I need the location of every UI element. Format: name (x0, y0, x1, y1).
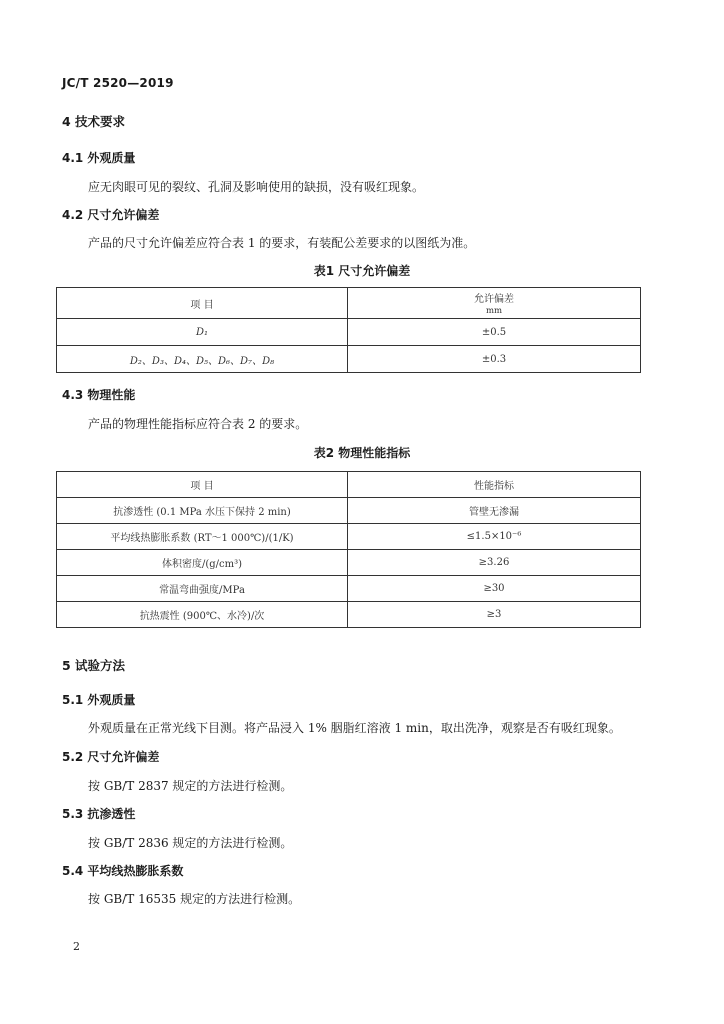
table-2-cell-item: 平均线热膨胀系数 (RT～1 000℃)/(1/K) (57, 524, 348, 550)
table-2-header-row (57, 472, 641, 498)
table-1-header-value-label: 允许偏差 (474, 294, 514, 305)
section-4-2-text: 产品的尺寸允许偏差应符合表 1 的要求，有装配公差要求的以图纸为准。 (88, 236, 476, 250)
table-1-cell-item: D₂、D₃、D₄、D₅、D₆、D₇、D₈ (57, 346, 348, 373)
section-5-2-text: 按 GB/T 2837 规定的方法进行检测。 (88, 779, 293, 793)
page-number: 2 (73, 940, 80, 953)
table-1 (56, 287, 641, 373)
table-2-cell-item: 体积密度/(g/cm³) (57, 550, 348, 576)
table-1-cell-value: ±0.5 (348, 319, 641, 346)
section-4-heading: 4 技术要求 (62, 114, 126, 129)
table-1-header-row (57, 288, 641, 319)
section-5-4-text: 按 GB/T 16535 规定的方法进行检测。 (88, 892, 301, 906)
table-row (57, 602, 641, 628)
table-1-caption: 表1 尺寸允许偏差 (313, 264, 411, 278)
table-2-cell-item: 抗渗透性 (0.1 MPa 水压下保持 2 min) (57, 498, 348, 524)
section-5-3-heading: 5.3 抗渗透性 (62, 807, 136, 821)
section-4-1-heading: 4.1 外观质量 (62, 151, 136, 165)
table-row (57, 576, 641, 602)
table-2-cell-value: ≥30 (348, 576, 641, 602)
section-4-3-heading: 4.3 物理性能 (62, 388, 136, 402)
table-2-header-item: 项 目 (57, 472, 348, 498)
section-5-1-text: 外观质量在正常光线下目测。将产品浸入 1% 胭脂红溶液 1 min，取出洗净，观察是否有吸红现象。 (88, 721, 621, 735)
section-4-1-text: 应无肉眼可见的裂纹、孔洞及影响使用的缺损，没有吸红现象。 (88, 180, 425, 194)
table-1-header-unit: mm (485, 306, 503, 316)
section-5-3-text: 按 GB/T 2836 规定的方法进行检测。 (88, 836, 293, 850)
table-row (57, 346, 641, 373)
table-2-cell-value: ≤1.5×10⁻⁶ (348, 524, 641, 550)
table-2-caption: 表2 物理性能指标 (313, 446, 411, 460)
table-row (57, 319, 641, 346)
table-2-header-value: 性能指标 (348, 472, 641, 498)
standard-code: JC/T 2520—2019 (62, 76, 174, 90)
table-2-cell-value: ≥3.26 (348, 550, 641, 576)
section-5-2-heading: 5.2 尺寸允许偏差 (62, 750, 160, 764)
table-row (57, 550, 641, 576)
section-4-3-text: 产品的物理性能指标应符合表 2 的要求。 (88, 417, 308, 431)
section-4-2-heading: 4.2 尺寸允许偏差 (62, 208, 160, 222)
section-5-4-heading: 5.4 平均线热膨胀系数 (62, 864, 184, 878)
table-2-cell-item: 抗热震性 (900℃、水冷)/次 (57, 602, 348, 628)
section-5-heading: 5 试验方法 (62, 658, 126, 673)
table-1-cell-item: D₁ (57, 319, 348, 346)
section-5-1-heading: 5.1 外观质量 (62, 693, 136, 707)
table-row (57, 524, 641, 550)
table-1-header-item: 项 目 (57, 288, 348, 319)
table-2 (56, 471, 641, 628)
table-1-cell-value: ±0.3 (348, 346, 641, 373)
table-1-header-value (348, 288, 641, 319)
table-2-cell-value: ≥3 (348, 602, 641, 628)
table-2-cell-item: 常温弯曲强度/MPa (57, 576, 348, 602)
table-row (57, 498, 641, 524)
table-2-cell-value: 管壁无渗漏 (348, 498, 641, 524)
